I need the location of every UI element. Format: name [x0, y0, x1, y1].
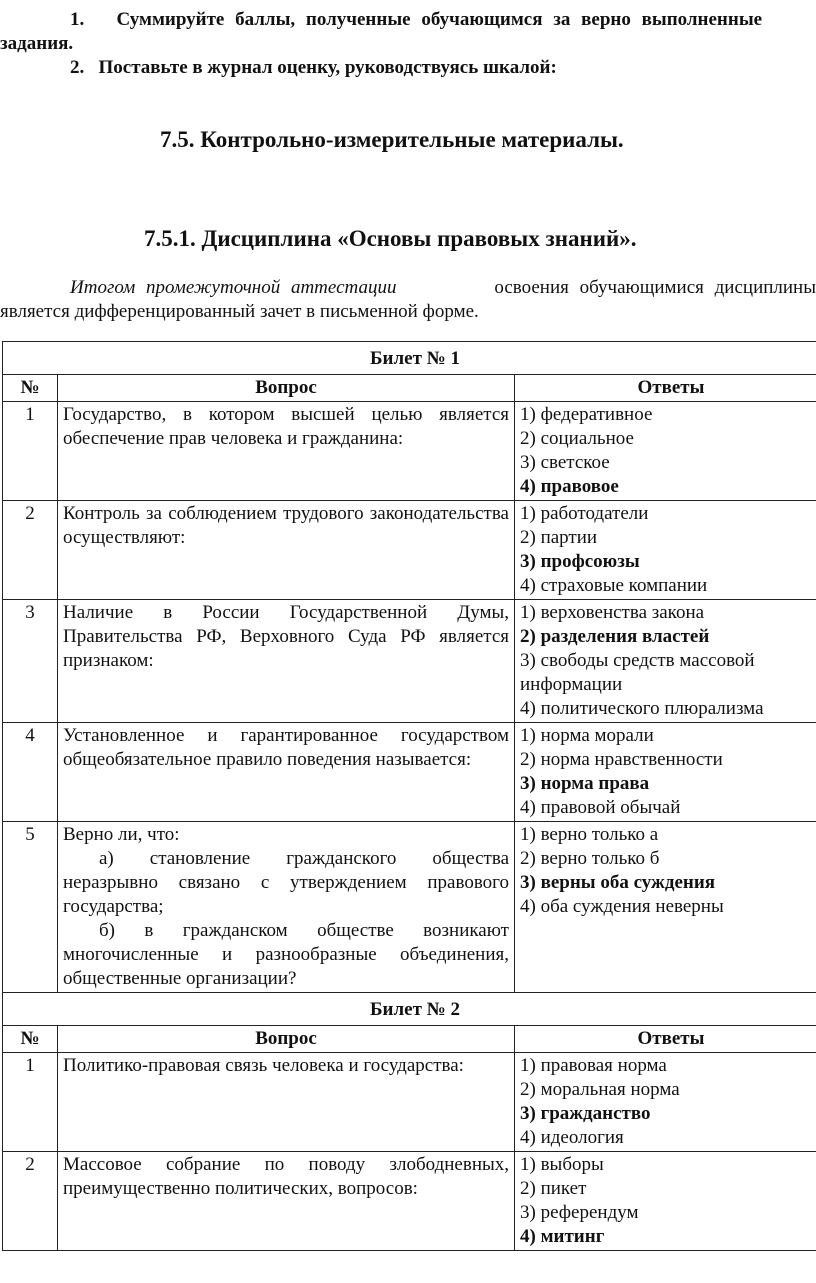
column-header-number: №	[3, 375, 58, 402]
table-row	[3, 723, 816, 822]
answer-option-correct: 3) верны оба суждения	[520, 872, 716, 893]
question-text: а) становление гражданского общества неразрывно связано с утверждением правового государства;	[63, 848, 509, 917]
instruction-step-1: 1. Суммируйте баллы, полученные обучающимся за верно выполненные	[70, 9, 763, 30]
ticket-title: Билет № 2	[3, 993, 816, 1026]
table-row	[3, 402, 816, 501]
question-text: б) в гражданском обществе возникают многочисленные и разнообразные объединения, общественные организации?	[63, 920, 509, 989]
answer-option-correct: 3) гражданство	[520, 1103, 651, 1124]
column-header-answers: Ответы	[515, 1026, 816, 1053]
answer-option: 1) работодатели	[520, 503, 649, 524]
subsection-title: 7.5.1. Дисциплина «Основы правовых знаний».	[144, 226, 637, 251]
answer-option: 3) референдум	[520, 1202, 639, 1223]
answers-cell	[515, 822, 816, 993]
answer-option: 4) страховые компании	[520, 575, 708, 596]
table-row	[3, 1053, 816, 1152]
answer-option: 1) выборы	[520, 1154, 604, 1175]
question-number: 5	[3, 822, 58, 993]
answer-option: 1) федеративное	[520, 404, 653, 425]
table-row	[3, 501, 816, 600]
question-text: Контроль за соблюдением трудового законодательства осуществляют:	[63, 503, 509, 548]
question-number: 1	[3, 1053, 58, 1152]
question-number: 2	[3, 1152, 58, 1251]
answer-option: 1) верно только а	[520, 824, 659, 845]
question-number: 2	[3, 501, 58, 600]
question-text: Установленное и гарантированное государством общеобязательное правило поведения называется:	[63, 725, 509, 770]
ticket-title-row	[3, 342, 816, 375]
answer-option: 3) светское	[520, 452, 610, 473]
question-text: Государство, в котором высшей целью является обеспечение прав человека и гражданина:	[63, 404, 509, 449]
answers-cell	[515, 501, 816, 600]
answer-option: 4) оба суждения неверны	[520, 896, 724, 917]
table-row	[3, 822, 816, 993]
column-header-answers: Ответы	[515, 375, 816, 402]
answer-option: 4) правовой обычай	[520, 797, 681, 818]
answer-option-correct: 4) митинг	[520, 1226, 605, 1247]
answer-option-correct: 2) разделения властей	[520, 626, 710, 647]
question-cell	[58, 600, 515, 723]
question-cell	[58, 822, 515, 993]
answer-option: информации	[520, 674, 623, 695]
answer-option: 4) идеология	[520, 1127, 624, 1148]
question-cell	[58, 723, 515, 822]
question-number: 3	[3, 600, 58, 723]
answers-cell	[515, 1152, 816, 1251]
answer-option: 1) верховенства закона	[520, 602, 705, 623]
ticket-title: Билет № 1	[3, 342, 816, 375]
answer-option: 1) норма морали	[520, 725, 654, 746]
answer-option: 4) политического плюрализма	[520, 698, 764, 719]
answer-option-correct: 4) правовое	[520, 476, 619, 497]
question-cell	[58, 1152, 515, 1251]
tickets-table	[2, 341, 816, 1251]
column-header-question: Вопрос	[58, 375, 515, 402]
answers-cell	[515, 1053, 816, 1152]
paragraph-italic: Итогом промежуточной аттестации	[70, 277, 397, 298]
question-number: 1	[3, 402, 58, 501]
question-cell	[58, 1053, 515, 1152]
question-text: Политико-правовая связь человека и государства:	[63, 1055, 464, 1076]
table-header-row	[3, 375, 816, 402]
table-row	[3, 600, 816, 723]
answer-option: 2) социальное	[520, 428, 634, 449]
question-text: Верно ли, что:	[63, 824, 180, 845]
paragraph-line-2: является дифференцированный зачет в письменной форме.	[0, 301, 479, 322]
answers-cell	[515, 402, 816, 501]
answer-option: 2) пикет	[520, 1178, 587, 1199]
instruction-step-1-cont: задания.	[0, 33, 74, 54]
paragraph-rest: освоения обучающимися дисциплины	[494, 277, 816, 298]
answer-option: 2) норма нравственности	[520, 749, 723, 770]
column-header-number: №	[3, 1026, 58, 1053]
question-number: 4	[3, 723, 58, 822]
section-title: 7.5. Контрольно-измерительные материалы.	[160, 127, 624, 152]
ticket-title-row	[3, 993, 816, 1026]
answer-option-correct: 3) профсоюзы	[520, 551, 640, 572]
answer-option-correct: 3) норма права	[520, 773, 650, 794]
answer-option: 3) свободы средств массовой	[520, 650, 755, 671]
table-row	[3, 1152, 816, 1251]
answers-cell	[515, 600, 816, 723]
question-text: Наличие в России Государственной Думы, Правительства РФ, Верховного Суда РФ является признаком:	[63, 602, 509, 671]
paragraph-line-1	[70, 276, 816, 300]
answer-option: 1) правовая норма	[520, 1055, 667, 1076]
column-header-question: Вопрос	[58, 1026, 515, 1053]
table-header-row	[3, 1026, 816, 1053]
answer-option: 2) верно только б	[520, 848, 660, 869]
answer-option: 2) партии	[520, 527, 598, 548]
instruction-step-2: 2. Поставьте в журнал оценку, руководствуясь шкалой:	[70, 57, 557, 78]
answer-option: 2) моральная норма	[520, 1079, 680, 1100]
question-text: Массовое собрание по поводу злободневных, преимущественно политических, вопросов:	[63, 1154, 509, 1199]
answers-cell	[515, 723, 816, 822]
question-cell	[58, 402, 515, 501]
question-cell	[58, 501, 515, 600]
